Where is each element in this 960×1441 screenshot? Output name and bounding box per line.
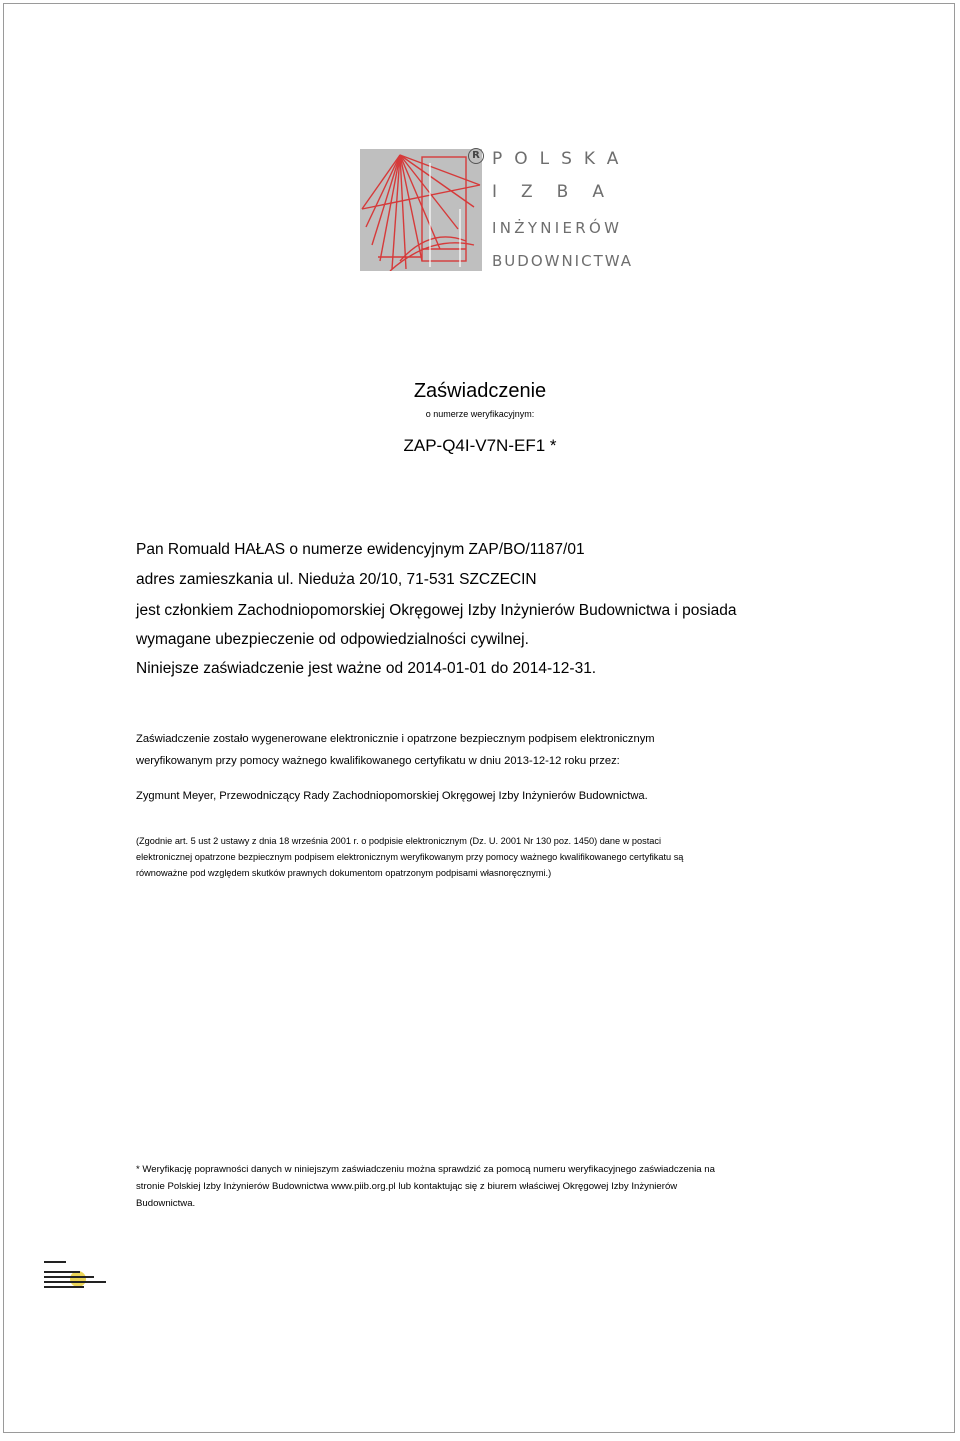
piib-logo-wordmark — [472, 149, 634, 274]
legal-note-line-3: równoważne pod względem skutków prawnych dokumentom opatrzonym podpisami własnoręcznymi.) — [136, 868, 552, 878]
membership-line: jest członkiem Zachodniopomorskiej Okręgowej Izby Inżynierów Budownictwa i posiada — [136, 602, 737, 619]
certificate-subtitle: o numerze weryfikacyjnym: — [425, 409, 535, 419]
footnote-line-3: Budownictwa. — [136, 1198, 196, 1209]
electronic-signature-stamp-icon — [44, 1259, 110, 1295]
signer-line: Zygmunt Meyer, Przewodniczący Rady Zachodniopomorskiej Okręgowej Izby Inżynierów Budownictwa. — [136, 790, 648, 802]
insurance-line: wymagane ubezpieczenie od odpowiedzialności cywilnej. — [136, 631, 529, 648]
piib-logo-mark — [360, 149, 482, 271]
signature-note-line-2: weryfikowanym przy pomocy ważnego kwalifikowanego certyfikatu w dniu 2013-12-12 roku przez: — [136, 755, 620, 767]
validity-line: Niniejsze zaświadczenie jest ważne od 2014-01-01 do 2014-12-31. — [136, 660, 597, 677]
member-name-line: Pan Romuald HAŁAS o numerze ewidencyjnym ZAP/BO/1187/01 — [136, 541, 585, 558]
registered-mark-icon: R — [468, 148, 484, 164]
signature-note-line-1: Zaświadczenie zostało wygenerowane elektronicznie i opatrzone bezpiecznym podpisem elektronicznym — [136, 733, 655, 745]
logo-line-budownictwa: BUDOWNICTWA — [492, 252, 634, 270]
logo-line-izba: IZBA — [492, 182, 628, 202]
logo-line-polska: POLSKA — [492, 149, 631, 169]
legal-note-line-2: elektronicznej opatrzone bezpiecznym podpisem elektronicznym weryfikowanym przy pomocy ważnego kwalifikowanego certyfikatu są — [136, 852, 684, 862]
certificate-title: Zaświadczenie — [413, 380, 547, 402]
logo-line-inzynierow: INŻYNIERÓW — [492, 219, 623, 237]
member-address-line: adres zamieszkania ul. Nieduża 20/10, 71-531 SZCZECIN — [136, 571, 537, 588]
verification-number: ZAP-Q4I-V7N-EF1 * — [403, 436, 557, 455]
certificate-page — [3, 3, 955, 1433]
footnote-line-1: * Weryfikację poprawności danych w niniejszym zaświadczeniu można sprawdzić za pomocą numeru weryfikacyjnego zaświadczenia na — [136, 1164, 715, 1175]
footnote-line-2: stronie Polskiej Izby Inżynierów Budownictwa www.piib.org.pl lub kontaktując się z biurem właściwej Okręgowej Izby Inżynierów — [136, 1181, 678, 1192]
stamp-seal-dot — [70, 1271, 86, 1287]
piib-logo — [360, 149, 634, 274]
legal-note-line-1: (Zgodnie art. 5 ust 2 ustawy z dnia 18 września 2001 r. o podpisie elektronicznym (Dz. U. 2001 Nr 130 poz. 1450) dane w postaci — [136, 836, 661, 846]
